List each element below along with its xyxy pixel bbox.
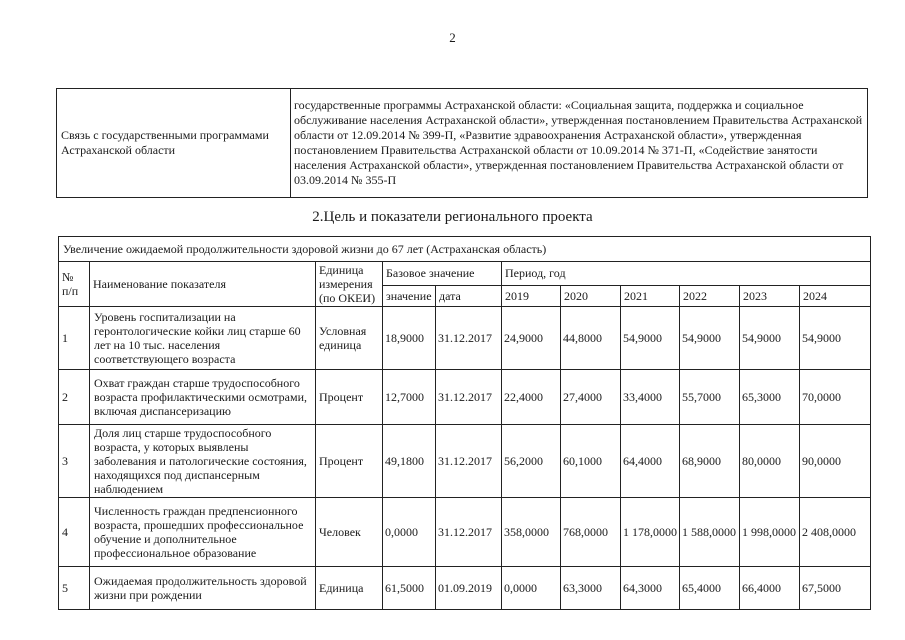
row-unit: Человек [316,498,383,567]
row-unit: Процент [316,425,383,498]
header-base-value: значение [383,285,436,306]
row-value: 56,2000 [502,425,561,498]
row-base-date: 01.09.2019 [436,567,502,610]
row-value: 54,9000 [740,307,800,370]
row-value: 67,5000 [800,567,871,610]
row-num: 3 [59,425,90,498]
row-value: 24,9000 [502,307,561,370]
row-base-date: 31.12.2017 [436,307,502,370]
row-value: 60,1000 [561,425,621,498]
row-base-date: 31.12.2017 [436,425,502,498]
header-num: № п/п [59,262,90,307]
header-year: 2020 [561,285,621,306]
program-link-text: государственные программы Астраханской области: «Социальная защита, поддержка и социальное обслуживание населения Астраханской области», утвержденная постановлением Правительства Астраханской области от 12.09.2014 № 399-П, «Развитие здравоохранения Астраханской области», утвержденная постановлением Правительства Астраханской области от 10.09.2014 № 371-П, «Содействие занятости населения Астраханской области», утвержденная постановлением Правительства Астраханской области от 03.09.2014 № 355-П [291,89,868,198]
row-value: 358,0000 [502,498,561,567]
row-base-date: 31.12.2017 [436,370,502,425]
row-name: Охват граждан старше трудоспособного возраста профилактическими осмотрами, включая диспансеризацию [90,370,316,425]
row-value: 70,0000 [800,370,871,425]
header-base-date: дата [436,285,502,306]
row-base-value: 49,1800 [383,425,436,498]
row-num: 4 [59,498,90,567]
row-value: 0,0000 [502,567,561,610]
row-unit: Условная единица [316,307,383,370]
indicators-table [58,236,871,610]
row-value: 66,4000 [740,567,800,610]
goal-text: Увеличение ожидаемой продолжительности здоровой жизни до 67 лет (Астраханская область) [59,237,871,262]
row-unit: Единица [316,567,383,610]
row-value: 68,9000 [680,425,740,498]
row-num: 2 [59,370,90,425]
goal-row [59,237,871,262]
table-row [59,370,871,425]
row-base-date: 31.12.2017 [436,498,502,567]
row-value: 33,4000 [621,370,680,425]
header-name: Наименование показателя [90,262,316,307]
row-value: 54,9000 [680,307,740,370]
row-num: 5 [59,567,90,610]
row-value: 768,0000 [561,498,621,567]
row-value: 1 178,0000 [621,498,680,567]
table-row [59,498,871,567]
row-value: 54,9000 [621,307,680,370]
row-value: 65,3000 [740,370,800,425]
section-title: 2.Цель и показатели регионального проекта [312,209,593,225]
header-unit: Единица измерения (по ОКЕИ) [316,262,383,307]
table-row [59,425,871,498]
row-value: 90,0000 [800,425,871,498]
program-link-row [57,89,868,198]
row-unit: Процент [316,370,383,425]
row-name: Уровень госпитализации на геронтологические койки лиц старше 60 лет на 10 тыс. населения соответствующего возраста [90,307,316,370]
row-value: 44,8000 [561,307,621,370]
row-value: 80,0000 [740,425,800,498]
row-base-value: 12,7000 [383,370,436,425]
row-name: Доля лиц старше трудоспособного возраста, у которых выявлены заболевания и патологические состояния, находящихся под диспансерным наблюдением [90,425,316,498]
row-value: 1 998,0000 [740,498,800,567]
header-year: 2022 [680,285,740,306]
row-base-value: 0,0000 [383,498,436,567]
row-value: 22,4000 [502,370,561,425]
row-value: 63,3000 [561,567,621,610]
table-row [59,307,871,370]
row-value: 2 408,0000 [800,498,871,567]
program-link-table [56,88,868,198]
row-value: 64,4000 [621,425,680,498]
row-value: 54,9000 [800,307,871,370]
header-year: 2024 [800,285,871,306]
header-year: 2019 [502,285,561,306]
page-number: 2 [449,30,456,45]
row-value: 55,7000 [680,370,740,425]
row-base-value: 18,9000 [383,307,436,370]
program-link-label: Связь с государственными программами Астраханской области [57,89,291,198]
row-value: 65,4000 [680,567,740,610]
row-name: Ожидаемая продолжительность здоровой жизни при рождении [90,567,316,610]
row-base-value: 61,5000 [383,567,436,610]
header-period: Период, год [502,262,871,286]
row-value: 1 588,0000 [680,498,740,567]
row-value: 27,4000 [561,370,621,425]
header-base: Базовое значение [383,262,502,286]
header-year: 2023 [740,285,800,306]
row-name: Численность граждан предпенсионного возраста, прошедших профессиональное обучение и дополнительное профессиональное образование [90,498,316,567]
table-row [59,567,871,610]
header-year: 2021 [621,285,680,306]
header-row-1 [59,262,871,286]
row-num: 1 [59,307,90,370]
row-value: 64,3000 [621,567,680,610]
